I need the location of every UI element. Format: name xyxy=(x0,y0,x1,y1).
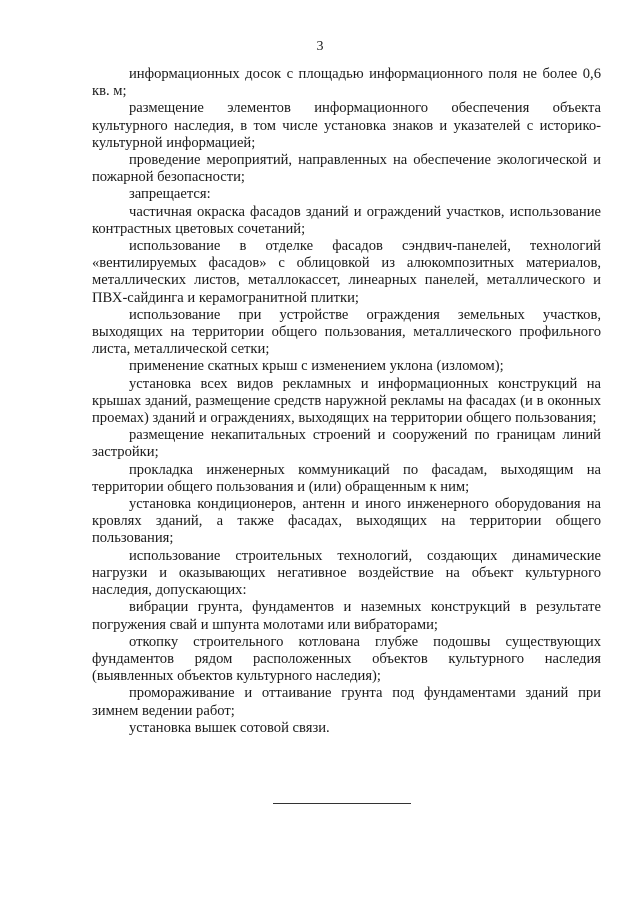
paragraph: информационных досок с площадью информационного поля не более 0,6 кв. м; xyxy=(92,66,601,100)
paragraph: прокладка инженерных коммуникаций по фасадам, выходящим на территории общего пользования и (или) обращенным к ним; xyxy=(92,461,601,495)
end-divider xyxy=(273,803,411,804)
paragraph: использование строительных технологий, создающих динамические нагрузки и оказывающих негативное воздействие на объект культурного наследия, допускающих: xyxy=(92,547,601,599)
document-body xyxy=(92,66,601,737)
paragraph: установка вышек сотовой связи. xyxy=(129,719,330,736)
paragraph: размещение некапитальных строений и сооружений по границам линий застройки; xyxy=(92,427,601,461)
paragraph: частичная окраска фасадов зданий и ограждений участков, использование контрастных цветовых сочетаний; xyxy=(92,203,601,237)
paragraph: вибрации грунта, фундаментов и наземных конструкций в результате погружения свай и шпунта молотами или вибраторами; xyxy=(92,599,601,633)
paragraph: применение скатных крыш с изменением уклона (изломом); xyxy=(129,358,504,375)
paragraph: установка кондиционеров, антенн и иного инженерного оборудования на кровлях зданий, а также фасадах, выходящих на территории общего пользования; xyxy=(92,496,601,547)
paragraph: размещение элементов информационного обеспечения объекта культурного наследия, в том числе установка знаков и указателей с историко-культурной информацией; xyxy=(92,100,601,151)
paragraph: промораживание и оттаивание грунта под фундаментами зданий при зимнем ведении работ; xyxy=(92,685,601,719)
paragraph: установка всех видов рекламных и информационных конструкций на крышах зданий, размещение средств наружной рекламы на фасадах (и в оконных проемах) зданий и ограждениях, выходящих на территории общего пользования; xyxy=(92,375,601,427)
paragraph: проведение мероприятий, направленных на обеспечение экологической и пожарной безопасности; xyxy=(92,152,601,186)
page-number: 3 xyxy=(316,39,324,54)
paragraph: откопку строительного котлована глубже подошвы существующих фундаментов рядом расположенных объектов культурного наследия (выявленных объектов культурного наследия); xyxy=(92,633,601,685)
paragraph: запрещается: xyxy=(129,186,211,203)
paragraph: использование в отделке фасадов сэндвич-панелей, технологий «вентилируемых фасадов» с облицовкой из алюкомпозитных материалов, металлических листов, металлокассет, линеарных панелей, металлического и ПВХ-сайдинга и керамогранитной плитки; xyxy=(92,238,601,306)
paragraph: использование при устройстве ограждения земельных участков, выходящих на территории общего пользования, металлического профильного листа, металлической сетки; xyxy=(92,306,601,358)
